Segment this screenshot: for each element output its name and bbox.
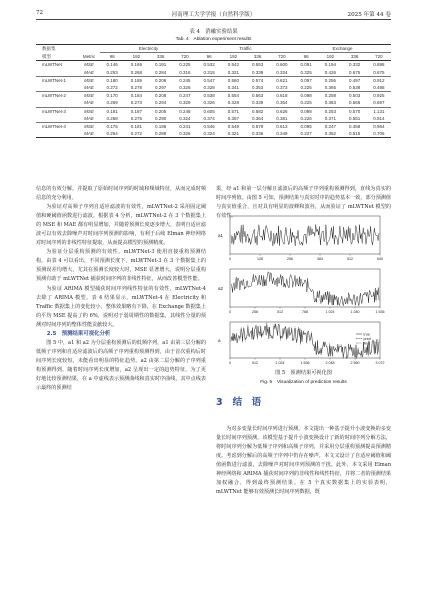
value-cell: 0.814	[373, 115, 385, 121]
value-cell: 0.364	[251, 115, 264, 121]
x-tick-label: 512	[277, 310, 283, 314]
left-column	[36, 185, 206, 393]
paragraph: 为验证分层重构预测的有效性，mLWTNet-3 使用直接重构预测结构。由表 4 可以看出，不同预测长度下，mLWTNet-3 在 3 个数据集上的预测误差均增大，尤其在预测长度较大时，MSE 显著增大，说明分层重构预测有助于 mLWTNet 捕获时间序列的非线性特征，从而改善模型性能。	[36, 249, 206, 283]
header-dataset: 数据集	[36, 45, 78, 53]
metric-cell: MAE	[78, 130, 100, 138]
value-cell: 0.248	[173, 107, 197, 115]
table-row	[36, 92, 391, 100]
value-cell: 0.272	[106, 85, 118, 91]
value-cell: 0.357	[227, 115, 239, 121]
subsection-heading: 2.5 预测结果可视化分析	[46, 330, 111, 337]
legend-label: final	[363, 341, 371, 346]
value-cell: 0.341	[227, 85, 239, 91]
value-cell: 0.332	[348, 62, 361, 68]
value-cell: 0.353	[251, 85, 264, 91]
value-cell: 0.268	[130, 69, 142, 75]
value-cell: 0.324	[197, 130, 221, 138]
value-cell: 0.256	[318, 76, 342, 84]
value-cell: 0.258	[318, 92, 342, 100]
header-model: 模型	[36, 53, 78, 61]
value-cell: 0.196	[149, 123, 173, 131]
series-pred-line	[231, 322, 379, 359]
journal-name: 河南理工大学学报（自然科学版）	[171, 12, 256, 18]
model-cell: mLWTNet-4	[36, 123, 78, 131]
metric-cell: MAE	[84, 69, 94, 75]
horizon-header: 336	[246, 53, 270, 61]
value-cell: 0.253	[318, 107, 342, 115]
x-tick-label: 1 280	[350, 310, 360, 314]
value-cell: 0.546	[197, 123, 221, 131]
value-cell: 0.554	[221, 92, 245, 100]
value-cell: 0.175	[100, 123, 124, 131]
value-cell: 0.275	[130, 115, 142, 121]
value-cell: 0.328	[203, 85, 215, 91]
series-true-line	[231, 324, 379, 359]
x-tick-label: 0	[229, 361, 231, 365]
value-cell: 0.706	[367, 130, 391, 138]
value-cell: 0.697	[373, 100, 385, 106]
horizon-header: 96	[100, 53, 124, 61]
value-cell: 0.273	[130, 100, 142, 106]
x-tick-label: 768	[302, 310, 308, 314]
value-cell: 0.542	[227, 62, 239, 68]
model-cell	[36, 84, 78, 92]
table-row	[36, 115, 391, 123]
value-cell: 0.538	[197, 92, 221, 100]
value-cell: 0.321	[227, 69, 239, 75]
value-cell: 0.329	[179, 100, 191, 106]
paragraph: 图 5 中，a1 和 a2 为分层重构预测后的低频序列，a1 由第三层分解的低频子序列和自适应滤波后的高频子序列重构预测得到，由于首次重构后时间序列长度较短，未能看出明显的特征趋势。a2 由第二层分解的子序列重构预测得到，随着时间序列长度增加，a2 呈现出一定的趋势特征。为了更好地比较预测结果，在 a 中虚线表示预测曲线和真实时序曲线，其中点线表示最终的预测结	[36, 339, 206, 392]
page-header	[0, 0, 427, 24]
value-cell: 0.226	[300, 115, 312, 121]
value-cell: 0.566	[348, 100, 361, 106]
section-number: 3	[216, 397, 223, 408]
value-cell: 0.532	[203, 62, 215, 68]
value-cell: 0.146	[106, 62, 118, 68]
value-cell: 0.205	[149, 107, 173, 115]
value-cell: 0.227	[294, 130, 318, 138]
value-cell: 0.348	[270, 130, 294, 138]
paragraph: 果，经 a1 和第一层分解且滤波后的高频子序列重构预测得到，直线为真实的时间序列值。由图 5 可知，预测结果与真实时序的趋势基本一致，部分预测值与真实值重合，且对具有明显的波峰和波谷，从而验证了 mLWTNet 模型的有效性。	[216, 186, 391, 220]
metric-cell: MSE	[78, 123, 100, 131]
value-cell: 0.253	[106, 69, 118, 75]
x-tick-label: 256	[252, 310, 258, 314]
table-row	[36, 84, 391, 92]
x-tick-label: 0	[229, 310, 231, 314]
value-cell: 0.169	[130, 62, 142, 68]
value-cell: 0.570	[343, 107, 367, 115]
model-cell	[36, 99, 78, 107]
horizon-header: 96	[294, 53, 318, 61]
x-tick-label: 1 024	[275, 361, 285, 365]
table-row	[36, 76, 391, 84]
legend-label: pred	[363, 336, 371, 341]
value-cell: 0.194	[324, 62, 336, 68]
value-cell: 0.458	[343, 123, 367, 131]
horizon-header: 192	[318, 53, 342, 61]
value-cell: 0.247	[173, 92, 197, 100]
x-tick-label: 1 536	[375, 310, 385, 314]
value-cell: 0.181	[100, 107, 124, 115]
x-tick-label: 2 560	[350, 361, 360, 365]
value-cell: 0.925	[367, 92, 391, 100]
table-row	[36, 69, 391, 77]
x-tick-label: 384	[317, 257, 323, 261]
value-cell: 0.675	[373, 69, 385, 75]
value-cell: 0.187	[124, 107, 148, 115]
table-row	[36, 61, 391, 69]
model-cell	[36, 130, 78, 138]
panel-frame	[230, 269, 380, 307]
figure-caption-cn: 图 5 预测结果可视化图	[275, 370, 332, 376]
paragraph: 为对多变量长时间序列进行预测，本文提出一种基于提升小波变换的多变量长时间序列预测。该模型基于提升小波变换设计了新的时间序列分解方法，将时间序列分解为低频子序列和高频子序列，并采用分层重构预测提高预测精度。考虑到分解后的高频子序列中仍存在噪声，本文又设计了自适应阈值和阈值函数进行滤波，去除噪声对时间序列预测的干扰。此外，本文采用 Elman 神经网络和 ARIMA 捕获时间序列的非线性和线性特征，并将二者的预测结果加权融合，得到最终预测结果。在 5 个真实数据集上的实验表明，mLWTNet 能够有效预测长时间序列数据，既	[216, 426, 391, 496]
x-tick-label: 1 024	[325, 310, 335, 314]
value-cell: 0.269	[106, 100, 118, 106]
value-cell: 0.324	[179, 115, 191, 121]
model-cell: mLWTNet-2	[36, 92, 78, 100]
figure-5	[216, 214, 391, 374]
model-cell: mLWTNet-3	[36, 107, 78, 115]
value-cell: 0.326	[203, 100, 215, 106]
paragraph: 信息的有效分解，并提取了原始时间序列的时域和频域特征，从而完成时频信息的充分利用。	[36, 186, 206, 202]
page-number: 72	[36, 10, 44, 16]
x-tick-label: 640	[377, 257, 383, 261]
value-cell: 0.278	[130, 85, 142, 91]
value-cell: 0.964	[367, 123, 391, 131]
value-cell: 0.618	[270, 92, 294, 100]
value-cell: 0.503	[343, 92, 367, 100]
ablation-table	[36, 44, 391, 138]
value-cell: 0.225	[179, 62, 191, 68]
value-cell: 0.091	[300, 62, 312, 68]
value-cell: 0.339	[251, 100, 264, 106]
value-cell: 0.328	[227, 100, 239, 106]
journal-issue: 2025 年第 44 卷	[347, 12, 391, 18]
value-cell: 0.426	[324, 69, 336, 75]
horizon-header: 336	[343, 53, 367, 61]
value-cell: 0.574	[246, 76, 270, 84]
value-cell: 0.325	[300, 69, 312, 75]
value-cell: 0.097	[294, 76, 318, 84]
value-cell: 0.560	[221, 76, 245, 84]
value-cell: 0.898	[373, 62, 385, 68]
value-cell: 0.191	[154, 62, 167, 68]
value-cell: 0.324	[276, 69, 288, 75]
panel-label: a1	[218, 233, 224, 238]
dataset-electricity: Electricity	[100, 45, 197, 53]
table-caption-cn: 表 4 消融实验结果	[189, 29, 238, 35]
horizon-header: 96	[197, 53, 221, 61]
series-true-line	[231, 272, 379, 306]
value-cell: 0.912	[367, 76, 391, 84]
metric-cell: MAE	[84, 100, 94, 106]
value-cell: 0.294	[154, 100, 167, 106]
value-cell: 0.538	[348, 85, 361, 91]
value-cell: 0.264	[100, 130, 124, 138]
value-cell: 0.284	[154, 69, 167, 75]
section-heading	[216, 394, 271, 408]
metric-cell: MSE	[78, 107, 100, 115]
value-cell: 0.497	[343, 76, 367, 84]
x-tick-label: 512	[252, 361, 258, 365]
value-cell: 0.365	[324, 85, 336, 91]
value-cell: 0.339	[251, 69, 264, 75]
value-cell: 0.241	[173, 123, 197, 131]
value-cell: 0.321	[221, 130, 245, 138]
value-cell: 0.547	[197, 76, 221, 84]
value-cell: 0.626	[270, 107, 294, 115]
horizon-header: 192	[124, 53, 148, 61]
panel-label: a2	[218, 286, 224, 291]
value-cell: 0.326	[179, 85, 191, 91]
value-cell: 0.206	[149, 76, 173, 84]
value-cell: 0.374	[203, 115, 215, 121]
value-cell: 0.208	[149, 92, 173, 100]
value-cell: 0.290	[154, 115, 167, 121]
model-cell: mLWTNet	[42, 62, 62, 68]
metric-cell: MAE	[84, 85, 94, 91]
x-tick-label: 128	[257, 257, 263, 261]
value-cell: 0.315	[203, 69, 215, 75]
value-cell: 0.189	[124, 76, 148, 84]
panel-label: a	[218, 338, 221, 343]
value-cell: 0.326	[173, 130, 197, 138]
paragraph: 为验证对高频子序列自适应滤波的有效性，mLWTNet-2 采用固定阈值和硬阈值函数进行滤波。根据表 4 分析，mLWTNet-2 在 3 个数据集上的 MSE 和 MAE 都有明显增加，并随着预测长度逐步增大，表明自适应滤波可以有效去除噪声对时间序列预测的影响，有利于后续 Elman 神经网络对时间序列的非线性特征提取，从而提高模型的预测精度。	[36, 204, 206, 247]
value-cell: 0.297	[154, 85, 167, 91]
x-tick-label: 2 048	[325, 361, 335, 365]
value-cell: 0.488	[373, 85, 385, 91]
value-cell: 0.354	[276, 100, 288, 106]
table-row	[36, 99, 391, 107]
value-cell: 0.515	[343, 130, 367, 138]
model-cell	[36, 115, 78, 123]
value-cell: 0.582	[246, 107, 270, 115]
value-cell: 0.268	[106, 115, 118, 121]
x-tick-label: 256	[287, 257, 293, 261]
value-cell: 0.549	[221, 123, 245, 131]
metric-cell: MSE	[84, 62, 94, 68]
value-cell: 0.571	[221, 107, 245, 115]
value-cell: 0.605	[197, 107, 221, 115]
legend-label: true	[363, 332, 370, 337]
x-tick-label: 3 072	[375, 361, 385, 365]
x-tick-label: 1 536	[300, 361, 310, 365]
horizon-header: 720	[270, 53, 294, 61]
section-title: 结 语	[232, 397, 262, 408]
table-caption-en: Tab. 4 Ablation experiment results	[175, 37, 252, 42]
model-cell: mLWTNet-1	[36, 76, 78, 84]
value-cell: 0.225	[300, 100, 312, 106]
value-cell: 0.371	[324, 115, 336, 121]
value-cell: 0.095	[294, 123, 318, 131]
value-cell: 0.381	[276, 115, 288, 121]
model-cell	[36, 69, 78, 77]
value-cell: 0.288	[149, 130, 173, 138]
value-cell: 1.131	[367, 107, 391, 115]
x-tick-label: 512	[347, 257, 353, 261]
value-cell: 0.336	[246, 130, 270, 138]
horizon-header: 720	[367, 53, 391, 61]
table-row	[36, 107, 391, 115]
value-cell: 0.098	[294, 107, 318, 115]
value-cell: 0.225	[300, 85, 312, 91]
value-cell: 0.247	[318, 123, 342, 131]
value-cell: 0.184	[124, 92, 148, 100]
header-rule	[36, 19, 391, 20]
dataset-exchange: Exchange	[294, 45, 391, 53]
metric-cell: MSE	[78, 76, 100, 84]
value-cell: 0.553	[251, 62, 264, 68]
horizon-header: 720	[173, 53, 197, 61]
value-cell: 0.551	[348, 115, 361, 121]
series-true-line	[231, 224, 379, 246]
value-cell: 0.180	[100, 76, 124, 84]
paragraph: 为验证 ARIMA 模型捕获时间序列线性特征的有效性，mLWTNet-4 去除了 ARIMA 模型。表 4 结果显示，mLWTNet-4 在 Electricity 和 Traffic 数据集上的变化较小，整体效果略有下降，在 Exchange 数据集上的平均 MSE 提高了约 6%，说明对于弱周期性的数据集，其线性分量的预测对时间序列的整体性能贡献较大。	[36, 285, 206, 328]
table-row	[36, 130, 391, 138]
x-tick-label: 0	[229, 257, 231, 261]
horizon-header: 336	[149, 53, 173, 61]
figure-caption-en: Fig. 5 Visualization of prediction results	[260, 380, 347, 385]
value-cell: 0.363	[324, 100, 336, 106]
right-column-bottom	[216, 425, 391, 497]
value-cell: 0.245	[173, 76, 197, 84]
horizon-header: 192	[221, 53, 245, 61]
dataset-traffic: Traffic	[197, 45, 294, 53]
value-cell: 0.272	[124, 130, 148, 138]
value-cell: 0.675	[348, 69, 361, 75]
value-cell: 0.579	[246, 123, 270, 131]
metric-cell: MSE	[78, 92, 100, 100]
table-row	[36, 123, 391, 131]
value-cell: 0.600	[276, 62, 288, 68]
metric-cell: MAE	[84, 115, 94, 121]
value-cell: 0.563	[246, 92, 270, 100]
header-metric: Metric	[78, 53, 100, 61]
value-cell: 0.170	[100, 92, 124, 100]
value-cell: 0.316	[179, 69, 191, 75]
value-cell: 0.362	[318, 130, 342, 138]
value-cell: 0.373	[276, 85, 288, 91]
value-cell: 0.181	[124, 123, 148, 131]
value-cell: 0.613	[270, 123, 294, 131]
value-cell: 0.621	[270, 76, 294, 84]
value-cell: 0.098	[294, 92, 318, 100]
